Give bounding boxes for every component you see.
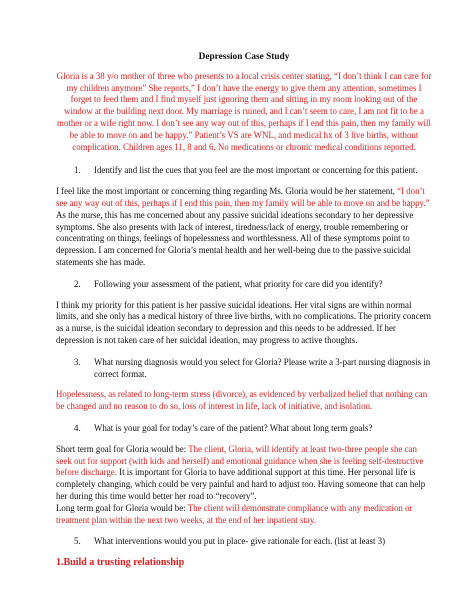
question-1-text: Identify and list the cues that you feel are the most important or concerning for this patient. [94,165,418,176]
question-2 [56,279,432,291]
answer-4 [56,444,432,527]
question-4-text: What is your goal for today’s care of the patient? What about long term goals? [94,422,373,433]
case-intro [56,71,432,154]
question-1 [56,165,432,177]
question-1-number: 1. [74,165,81,176]
question-5-text: What interventions would you put in place- give rationale for each. (list at least 3) [94,536,386,547]
short-goal-label: Short term goal for Gloria would be: [56,443,189,454]
question-3-text: What nursing diagnosis would you select for Gloria? Please write a 3-part nursing diagnosis in correct format. [94,356,431,379]
question-2-text: Following your assessment of the patient, what priority for care did you identify? [94,278,383,289]
question-4-number: 4. [74,422,81,433]
case-intro-text: Gloria is a 38 y/o mother of three who presents to a local crisis center stating, “I don’t think I can care for my children anymore” She reports,” I don’t have the energy to give them any attention, sometimes I forget to feed them and I find myself just ignoring them and sitting in my room looking out of the window at the building next door. My marriage is ruined, and I can’t seem to care, I am not fit to be a mother or a wife right now. I don’t see any way out of this, perhaps if I end this pain, then my family will be able to move on and be happy.” Patient’s VS are WNL, and medical hx of 3 live births, without complication. Children ages 11, 8 and 6. No medications or chronic medical conditions reported. [56,70,432,152]
answer-5-heading: 1.Build a trusting relationship [56,557,185,569]
question-3-number: 3. [74,356,81,367]
question-3 [56,357,432,381]
short-goal-rationale: It is important for Gloria to have additional support at this time. Her personal life is completely changing, which could be very painful and hard to adjust too. Having someone that can help her during this time would better her road to “recovery”. [56,467,426,501]
answer-1-rest: As the nurse, this has me concerned about any passive suicidal ideations secondary to her depressive symptoms. She also presents with lack of interest, tiredness/lack of energy, trouble remembering or concentrating on things, feelings of hopelessness and worthlessness. All of these symptoms point to depression. I am concerned for Gloria’s mental health and her well-being due to the passive suicidal statements she has made. [56,209,414,267]
long-goal-label: Long term goal for Gloria would be: [56,502,188,513]
answer-2: I think my priority for this patient is her passive suicidal ideations. Her vital signs are within normal limits, and she only has a medical history of three live births, with no complications. The priority concern as a nurse, is the suicidal ideation secondary to depression and this needs to be addressed. If her depression is not taken care of her suicidal ideation, may progress to active thoughts. [56,299,431,345]
long-goal-text: The client will demonstrate compliance with any medication or treatment plan within the next two weeks, at the end of her inpatient stay. [56,502,413,525]
question-5 [56,536,432,548]
document-title: Depression Case Study [198,52,290,62]
question-4 [56,423,432,435]
answer-1-quote: “I don’t see any way out of this, perhaps if I end this pain, then my family will be able to move on and be happy.” [56,186,430,208]
short-goal-text: The client, Gloria, will identify at least two-three people she can seek out for support (with kids and herself) and emotional guidance when she is feeling self-destructive before discharge. [56,443,424,478]
answer-1 [56,186,432,269]
answer-1-lead: I feel like the most important or concerning thing regarding Ms. Gloria would be her statement, [56,186,398,197]
question-5-number: 5. [74,536,81,547]
question-2-number: 2. [74,278,81,289]
answer-3: Hopelessness, as related to long-term stress (divorce), as evidenced by verbalized belief that nothing can be changed and no reason to do so, loss of interest in life, lack of initiative, and isolation. [56,389,428,412]
